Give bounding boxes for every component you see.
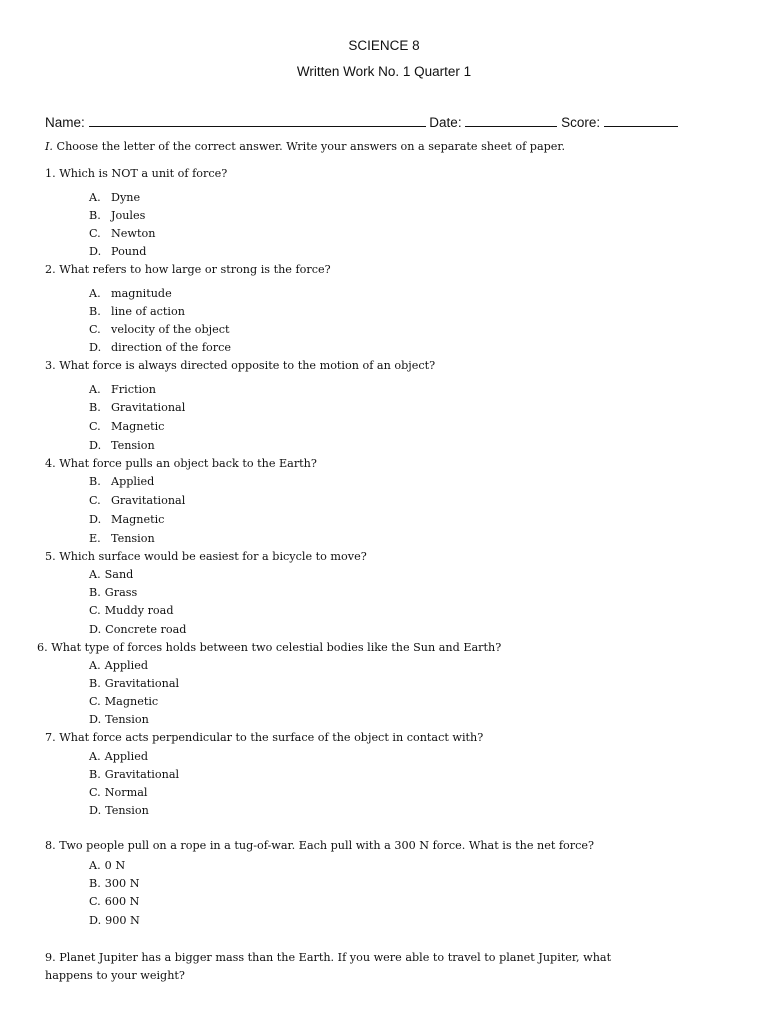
question-number: 9. xyxy=(45,951,56,964)
worksheet-title: SCIENCE 8 xyxy=(348,38,420,53)
option-text: line of action xyxy=(111,305,185,318)
option-letter: C. xyxy=(89,227,101,240)
name-label: Name: xyxy=(45,115,85,130)
question-text: What type of forces holds between two celestial bodies like the Sun and Earth? xyxy=(51,641,502,654)
option-text: Gravitational xyxy=(111,401,186,414)
option-letter: C. xyxy=(89,604,101,617)
option-letter: D. xyxy=(89,713,102,726)
option-letter: E. xyxy=(89,532,101,545)
option-letter: D. xyxy=(89,623,102,636)
option-text: velocity of the object xyxy=(111,323,230,336)
date-label: Date: xyxy=(429,115,462,130)
option xyxy=(89,586,137,599)
option-text: Tension xyxy=(111,532,155,545)
option-text: Tension xyxy=(105,804,149,817)
option-letter: A. xyxy=(89,191,101,204)
option-text: 300 N xyxy=(104,877,140,890)
option-letter: C. xyxy=(89,420,101,433)
option xyxy=(89,568,133,581)
option-text: Newton xyxy=(111,227,156,240)
option-text: Muddy road xyxy=(104,604,174,617)
question-text: Two people pull on a rope in a tug-of-war. Each pull with a 300 N force. What is the net force? xyxy=(59,839,595,852)
option-text: Gravitational xyxy=(104,677,180,690)
option-text: Magnetic xyxy=(111,513,165,526)
option-letter: C. xyxy=(89,695,101,708)
option xyxy=(89,439,155,452)
question-text: Planet Jupiter has a bigger mass than the Earth. If you were able to travel to planet Jupiter, what xyxy=(59,951,612,964)
question-number: 3. xyxy=(45,359,56,372)
option-text: 0 N xyxy=(104,859,126,872)
score-label: Score: xyxy=(561,115,601,130)
option xyxy=(89,420,164,433)
question-1 xyxy=(45,167,227,180)
question-number: 1. xyxy=(45,167,56,180)
question-text: What force acts perpendicular to the surface of the object in contact with? xyxy=(59,731,484,744)
question-number: 2. xyxy=(45,263,56,276)
option xyxy=(89,245,146,258)
question-5 xyxy=(45,550,367,563)
option-text: Grass xyxy=(104,586,138,599)
option xyxy=(89,401,185,414)
option-text: Dyne xyxy=(111,191,141,204)
option xyxy=(89,323,230,336)
student-info-line xyxy=(45,114,735,130)
option xyxy=(89,786,147,799)
option-letter: A. xyxy=(89,287,101,300)
option-letter: B. xyxy=(89,877,101,890)
option-text: Applied xyxy=(111,475,155,488)
option xyxy=(89,877,139,890)
option-letter: C. xyxy=(89,895,101,908)
option-letter: A. xyxy=(89,568,101,581)
option-letter: B. xyxy=(89,475,101,488)
question-7 xyxy=(45,731,483,744)
option-letter: A. xyxy=(89,750,101,763)
question-3 xyxy=(45,359,435,372)
option-text: Pound xyxy=(111,245,147,258)
question-number: 7. xyxy=(45,731,56,744)
name-blank xyxy=(89,114,426,127)
option-text: Magnetic xyxy=(111,420,165,433)
question-number: 4. xyxy=(45,457,56,470)
option xyxy=(89,532,155,545)
option xyxy=(89,513,164,526)
option-letter: B. xyxy=(89,209,101,222)
option-letter: B. xyxy=(89,768,101,781)
option-letter: D. xyxy=(89,513,102,526)
option xyxy=(89,475,154,488)
question-number: 6. xyxy=(37,641,48,654)
option-text: Tension xyxy=(111,439,155,452)
option-text: Gravitational xyxy=(104,768,180,781)
instructions xyxy=(45,140,565,153)
worksheet-subtitle: Written Work No. 1 Quarter 1 xyxy=(296,64,472,79)
option-text: 900 N xyxy=(105,914,140,927)
option xyxy=(89,859,125,872)
option-letter: C. xyxy=(89,786,101,799)
option xyxy=(89,659,148,672)
option xyxy=(89,677,179,690)
question-8 xyxy=(45,839,594,852)
date-blank xyxy=(465,114,557,127)
option xyxy=(89,695,158,708)
option-text: Applied xyxy=(104,659,148,672)
option-letter: B. xyxy=(89,305,101,318)
option-text: Gravitational xyxy=(111,494,186,507)
question-text: What force pulls an object back to the Earth? xyxy=(59,457,317,470)
option-text: Normal xyxy=(104,786,148,799)
option xyxy=(89,804,149,817)
option-letter: A. xyxy=(89,859,101,872)
option xyxy=(89,209,145,222)
question-9-continued xyxy=(45,969,185,982)
question-text: What refers to how large or strong is the force? xyxy=(59,263,331,276)
option-letter: C. xyxy=(89,323,101,336)
question-9 xyxy=(45,951,611,964)
option-letter: B. xyxy=(89,677,101,690)
question-text: Which is NOT a unit of force? xyxy=(59,167,228,180)
option-text: Applied xyxy=(104,750,148,763)
option-text: magnitude xyxy=(111,287,172,300)
option-letter: D. xyxy=(89,804,102,817)
option-letter: D. xyxy=(89,341,102,354)
option-text: 600 N xyxy=(104,895,140,908)
option-text: Joules xyxy=(111,209,146,222)
option-text: Friction xyxy=(111,383,156,396)
score-blank xyxy=(604,114,678,127)
option-letter: D. xyxy=(89,914,102,927)
option xyxy=(89,227,155,240)
question-4 xyxy=(45,457,317,470)
option-text: Concrete road xyxy=(105,623,187,636)
question-number: 5. xyxy=(45,550,56,563)
option-letter: B. xyxy=(89,586,101,599)
option xyxy=(89,604,174,617)
option xyxy=(89,191,140,204)
option-letter: A. xyxy=(89,659,101,672)
option-letter: C. xyxy=(89,494,101,507)
option-letter: D. xyxy=(89,439,102,452)
option xyxy=(89,383,156,396)
option xyxy=(89,287,172,300)
question-text: What force is always directed opposite to the motion of an object? xyxy=(59,359,436,372)
option xyxy=(89,305,185,318)
option-letter: B. xyxy=(89,401,101,414)
option xyxy=(89,341,231,354)
question-6 xyxy=(37,641,501,654)
option xyxy=(89,914,140,927)
option-text: Sand xyxy=(104,568,134,581)
instructions-text: Choose the letter of the correct answer. Write your answers on a separate sheet of paper. xyxy=(56,140,566,153)
option xyxy=(89,768,179,781)
option-text: Magnetic xyxy=(104,695,159,708)
option xyxy=(89,623,186,636)
option xyxy=(89,713,149,726)
question-2 xyxy=(45,263,331,276)
question-text: Which surface would be easiest for a bicycle to move? xyxy=(59,550,367,563)
option xyxy=(89,750,148,763)
option-letter: D. xyxy=(89,245,102,258)
option-text: Tension xyxy=(105,713,149,726)
question-text-line2: happens to your weight? xyxy=(45,969,185,982)
option xyxy=(89,895,139,908)
option-letter: A. xyxy=(89,383,101,396)
option-text: direction of the force xyxy=(111,341,231,354)
option xyxy=(89,494,185,507)
question-number: 8. xyxy=(45,839,56,852)
instructions-number: I. xyxy=(45,140,53,153)
